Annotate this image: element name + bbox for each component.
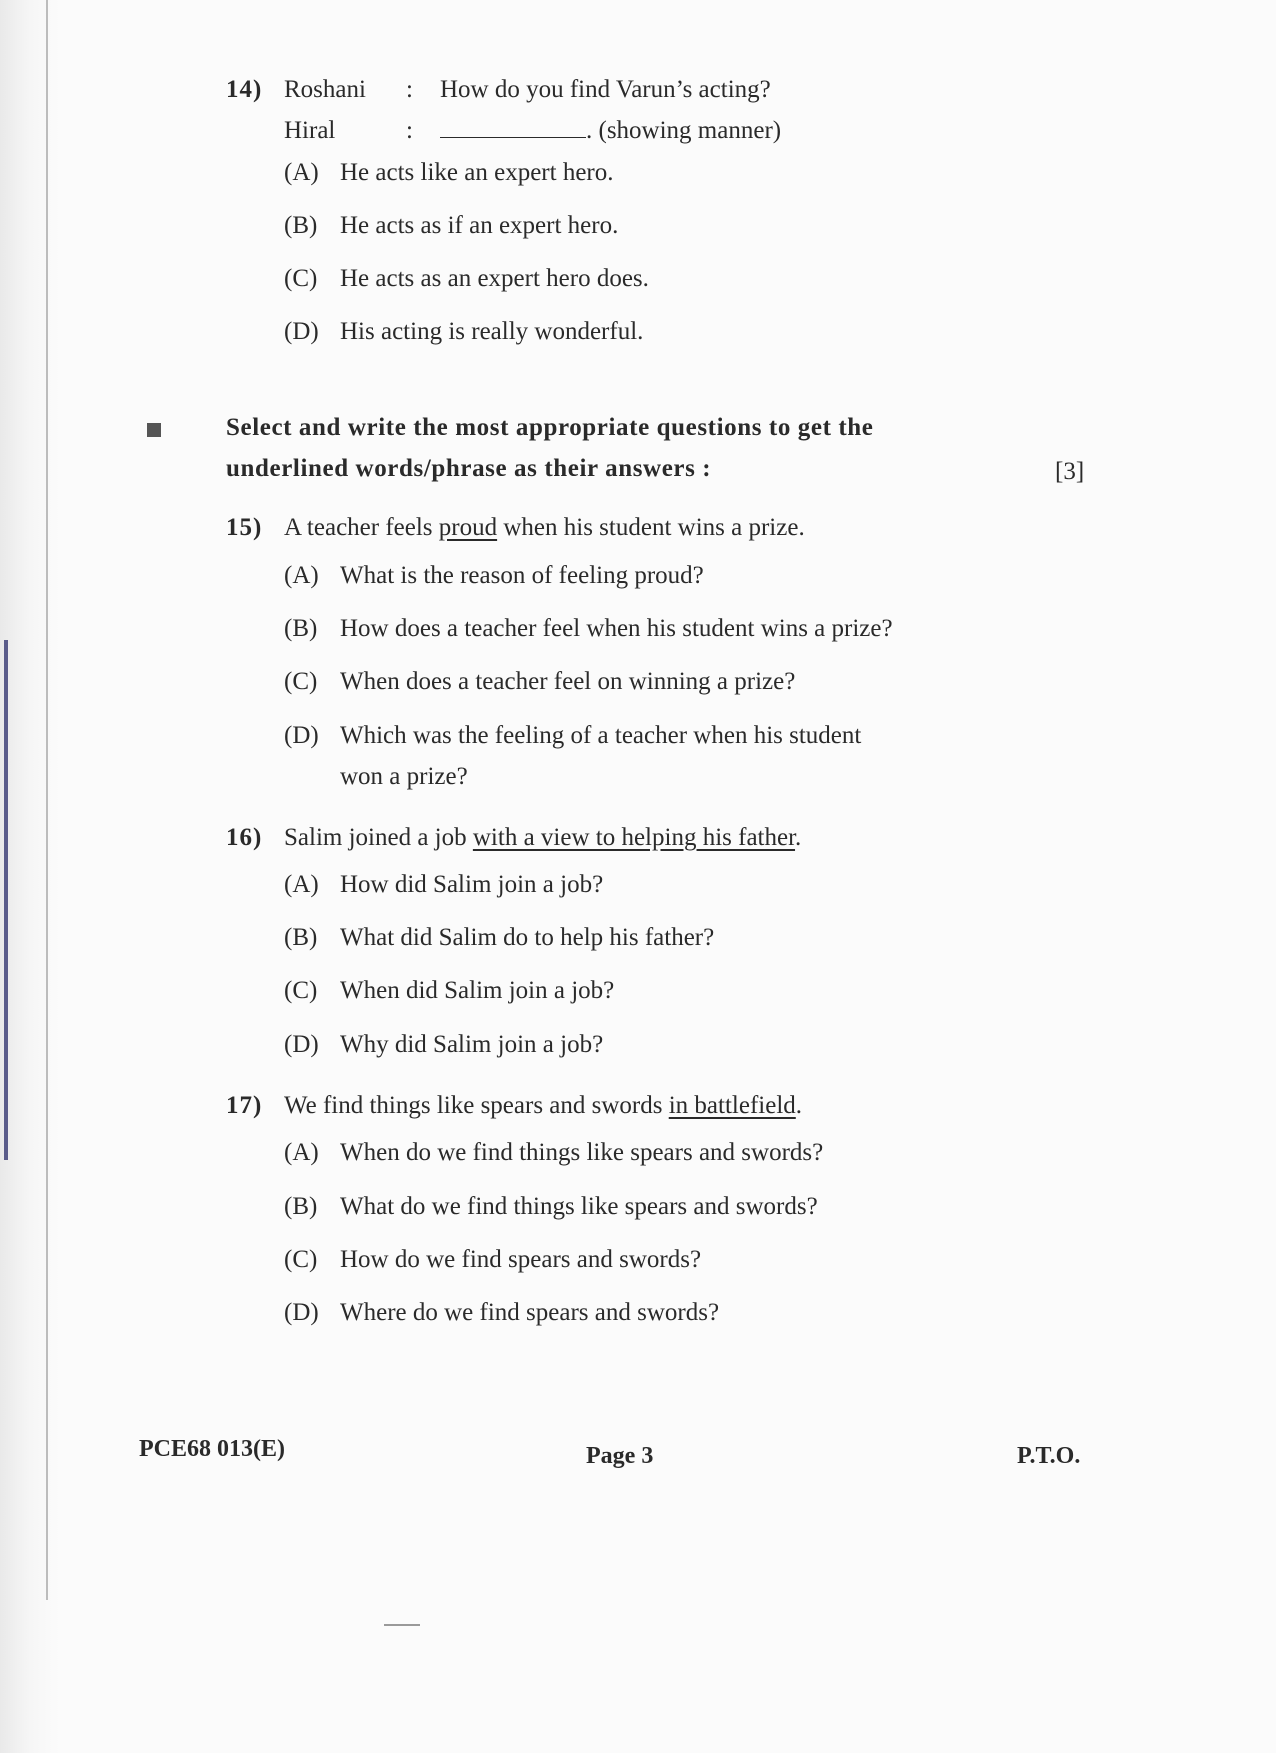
marks-badge: [3] (1055, 458, 1085, 485)
option-c (284, 668, 795, 696)
pto-label: P.T.O. (1017, 1443, 1081, 1469)
sentence-post: when his student wins a prize. (497, 514, 805, 541)
option-b (284, 1193, 818, 1221)
option-text: He acts as an expert hero does. (340, 265, 649, 292)
option-d-continuation: won a prize? (340, 763, 468, 790)
speaker-1: Roshani (284, 76, 366, 103)
question-number: 17) (226, 1092, 263, 1119)
option-d (284, 1299, 719, 1327)
speaker-2: Hiral (284, 117, 336, 144)
option-text: When does a teacher feel on winning a prize? (340, 668, 796, 695)
margin-line (46, 0, 48, 1600)
option-a (284, 871, 603, 899)
question-number: 14) (226, 76, 263, 103)
option-text: Which was the feeling of a teacher when his student (340, 722, 862, 749)
option-text: When did Salim join a job? (340, 977, 615, 1004)
stray-dash (384, 1624, 420, 1626)
option-text: How did Salim join a job? (340, 871, 604, 898)
option-text: What is the reason of feeling proud? (340, 562, 704, 589)
dialogue-1: How do you find Varun’s acting? (440, 76, 771, 103)
option-letter: (D) (284, 1299, 319, 1326)
scan-edge-shadow (0, 0, 60, 1753)
edge-bar (4, 640, 8, 1160)
option-letter: (C) (284, 977, 318, 1004)
option-letter: (D) (284, 722, 319, 749)
underlined-answer: with a view to helping his father (472, 824, 796, 851)
option-text: How do we find spears and swords? (340, 1246, 702, 1273)
paper-code: PCE68 013(E) (139, 1436, 285, 1462)
underlined-answer: proud (438, 514, 498, 541)
instruction-line-2: underlined words/phrase as their answers : (226, 455, 712, 482)
underlined-answer: in battlefield (668, 1092, 796, 1119)
option-d (284, 722, 861, 750)
square-bullet-icon (147, 423, 161, 437)
option-letter: (C) (284, 265, 318, 292)
option-text: When do we find things like spears and swords? (340, 1139, 824, 1166)
option-d (284, 318, 643, 346)
option-b (284, 615, 893, 643)
option-letter: (B) (284, 615, 318, 642)
option-c (284, 1246, 701, 1274)
dialogue-2 (440, 117, 781, 145)
option-letter: (D) (284, 1031, 319, 1058)
option-a (284, 159, 614, 187)
option-letter: (B) (284, 924, 318, 951)
option-text: He acts like an expert hero. (340, 159, 614, 186)
sentence-pre: We find things like spears and swords (284, 1092, 669, 1119)
question-sentence (284, 514, 805, 542)
colon-1: : (406, 76, 413, 103)
question-number: 16) (226, 824, 263, 851)
option-letter: (D) (284, 318, 319, 345)
question-sentence (284, 824, 801, 852)
blank-hint: . (showing manner) (586, 117, 782, 144)
option-text: What do we find things like spears and swords? (340, 1193, 818, 1220)
option-letter: (B) (284, 212, 318, 239)
option-text: Where do we find spears and swords? (340, 1299, 720, 1326)
option-letter: (A) (284, 1139, 319, 1166)
option-text: He acts as if an expert hero. (340, 212, 619, 239)
option-letter: (A) (284, 871, 319, 898)
answer-blank (440, 117, 586, 138)
question-number: 15) (226, 514, 263, 541)
option-text: How does a teacher feel when his student wins a prize? (340, 615, 893, 642)
option-letter: (B) (284, 1193, 318, 1220)
option-c (284, 977, 614, 1005)
sentence-pre: A teacher feels (284, 514, 439, 541)
sentence-post: . (795, 824, 802, 851)
option-text: What did Salim do to help his father? (340, 924, 715, 951)
colon-2: : (406, 117, 413, 144)
page-number: Page 3 (586, 1443, 654, 1469)
option-text: Why did Salim join a job? (340, 1031, 604, 1058)
option-letter: (C) (284, 668, 318, 695)
option-a (284, 1139, 823, 1167)
option-d (284, 1031, 603, 1059)
option-b (284, 924, 714, 952)
sentence-post: . (795, 1092, 803, 1119)
instruction-line-1: Select and write the most appropriate questions to get the (226, 414, 874, 441)
option-c (284, 265, 649, 293)
question-sentence (284, 1092, 802, 1120)
option-a (284, 562, 704, 590)
option-letter: (C) (284, 1246, 318, 1273)
option-letter: (A) (284, 159, 319, 186)
option-letter: (A) (284, 562, 319, 589)
sentence-pre: Salim joined a job (284, 824, 473, 851)
option-b (284, 212, 618, 240)
option-text: His acting is really wonderful. (340, 318, 644, 345)
